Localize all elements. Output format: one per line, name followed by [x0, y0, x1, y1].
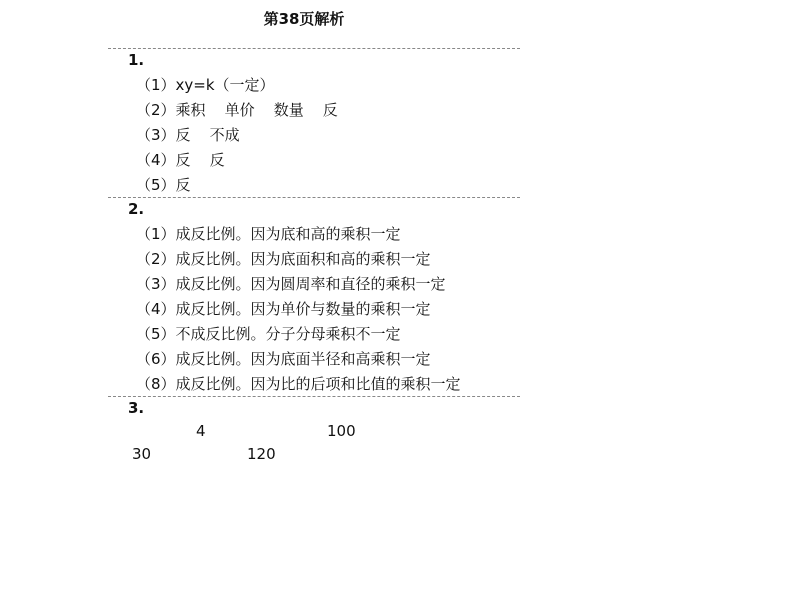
section-2-answer: （4）成反比例。因为单价与数量的乘积一定 — [136, 300, 431, 318]
section-2-answer: （5）不成反比例。分子分母乘积不一定 — [136, 325, 401, 343]
section-2-answer: （6）成反比例。因为底面半径和高乘积一定 — [136, 350, 431, 368]
divider — [108, 48, 520, 49]
section-1-answer: （5）反 — [136, 176, 191, 194]
section-2-answer: （3）成反比例。因为圆周率和直径的乘积一定 — [136, 275, 446, 293]
section-2-answer: （2）成反比例。因为底面积和高的乘积一定 — [136, 250, 431, 268]
page-title: 第38页解析 — [263, 10, 345, 28]
section-2-answer: （1）成反比例。因为底和高的乘积一定 — [136, 225, 401, 243]
section-2-number: 2. — [128, 200, 145, 218]
divider — [108, 197, 520, 198]
section-1-answer: （3）反 不成 — [136, 126, 240, 144]
answer-value: 4 — [196, 422, 206, 440]
answer-value: 30 — [132, 445, 152, 463]
divider — [108, 396, 520, 397]
section-1-number: 1. — [128, 51, 145, 69]
answer-value: 120 — [247, 445, 276, 463]
answer-value: 100 — [327, 422, 356, 440]
section-1-answer: （2）乘积 单价 数量 反 — [136, 101, 338, 119]
section-3-number: 3. — [128, 399, 145, 417]
section-1-answer: （4）反 反 — [136, 151, 225, 169]
section-2-answer: （8）成反比例。因为比的后项和比值的乘积一定 — [136, 375, 461, 393]
section-1-answer: （1）xy=k（一定） — [136, 76, 275, 94]
